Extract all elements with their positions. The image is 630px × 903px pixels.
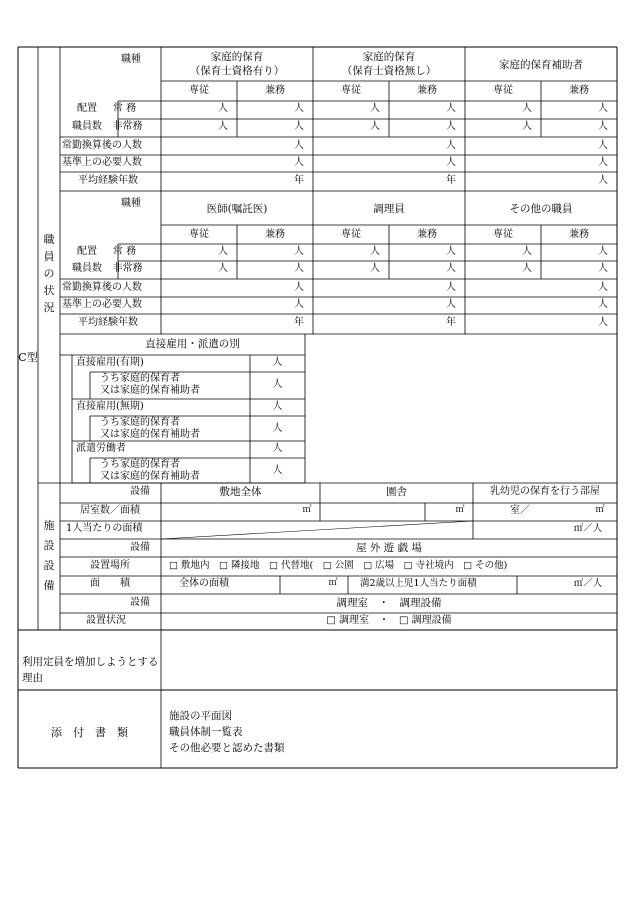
staff-a-hijokin-unit-3: 人	[446, 121, 456, 132]
staff-b-kind-2: その他の職員	[509, 203, 573, 215]
staff-a-kind-1-line1: 家庭的保育	[362, 51, 416, 63]
staff-b-heikin-unit-1: 年	[446, 317, 456, 328]
employment-row-1-unit: 人	[272, 379, 283, 390]
staff-a-col-head-2: 専従	[341, 85, 361, 96]
employment-row-5-unit: 人	[272, 465, 283, 476]
staff-section-label-char-4: 況	[43, 301, 55, 314]
staff-b-hijokin-unit-2: 人	[370, 263, 380, 274]
staff-a-jokin-unit-3: 人	[446, 103, 456, 114]
staff-a-kijun-label: 基準上の必要人数	[62, 157, 142, 168]
employment-row-3-line2: 又は家庭的保育補助者	[100, 429, 200, 440]
staff-a-kansan-unit-2: 人	[598, 140, 608, 151]
playground-total-area-unit: ㎡	[328, 578, 338, 588]
staff-b-hijokin-unit-0: 人	[218, 263, 228, 274]
staff-a-haichi-label: 配置	[77, 103, 97, 114]
attachment-item-1: 職員体制一覧表	[169, 726, 243, 738]
employment-row-4-label: 派遣労働者	[76, 443, 126, 454]
staff-b-hijokin-label: 非常務	[112, 263, 143, 274]
facility-col-heya: 乳幼児の保育を行う部屋	[490, 486, 600, 497]
staff-a-kansan-label: 常勤換算後の人数	[62, 140, 142, 151]
staff-b-kijun-unit-2: 人	[598, 299, 608, 310]
staff-a-heikin-label: 平均経験年数	[78, 175, 138, 186]
employment-row-5-line1: うち家庭的保育者	[100, 459, 180, 470]
cooking-status-label: 設置状況	[86, 615, 126, 626]
playground-over2-label: 満2歳以上児1人当たり面積	[360, 578, 477, 589]
staff-a-hijokin-unit-1: 人	[294, 121, 304, 132]
staff-a-shokuinsu-label: 職員数	[72, 121, 102, 132]
staff-b-kijun-label: 基準上の必要人数	[62, 299, 142, 310]
staff-b-hijokin-unit-4: 人	[522, 263, 532, 274]
employment-row-3-unit: 人	[272, 423, 283, 434]
grid-line-61	[161, 521, 473, 539]
staff-a-hijokin-unit-5: 人	[598, 121, 608, 132]
staff-section-label-char-3: 状	[43, 284, 55, 297]
staff-b-col-head-3: 兼務	[417, 229, 437, 240]
cooking-title: 調理室 ・ 調理設備	[336, 597, 442, 609]
facility-setsubi-label-1: 設備	[130, 486, 150, 497]
playground-over2-unit: ㎡／人	[573, 578, 603, 589]
staff-b-hijokin-unit-5: 人	[598, 263, 608, 274]
staff-b-kansan-unit-0: 人	[294, 282, 304, 293]
staff-b-heikin-unit-0: 年	[294, 317, 304, 328]
staff-a-hijokin-unit-0: 人	[218, 121, 228, 132]
staff-b-col-head-1: 兼務	[265, 229, 285, 240]
staff-b-col-head-5: 兼務	[569, 229, 589, 240]
employment-row-5-line2: 又は家庭的保育補助者	[100, 471, 200, 482]
staff-a-col-head-5: 兼務	[569, 85, 589, 96]
staff-b-kind-0: 医師(嘱託医)	[206, 203, 268, 215]
staff-b-hijokin-unit-1: 人	[294, 263, 304, 274]
staff-a-jokin-unit-0: 人	[218, 103, 228, 114]
employment-row-2-label: 直接雇用(無期)	[76, 401, 144, 412]
staff-a-kansan-unit-0: 人	[294, 140, 304, 151]
facility-heya-m2: ㎡	[595, 505, 605, 515]
staff-b-kijun-unit-0: 人	[294, 299, 304, 310]
cooking-status-options: □ 調理室 ・ □ 調理設備	[326, 615, 452, 626]
facility-per-person-unit: ㎡／人	[573, 523, 603, 534]
employment-row-3-line1: うち家庭的保育者	[100, 417, 180, 428]
staff-a-hijokin-unit-4: 人	[522, 121, 532, 132]
facility-section-label-char-0: 施	[43, 519, 55, 532]
playground-location-label: 設置場所	[90, 560, 130, 571]
staff-a-kijun-unit-2: 人	[598, 157, 608, 168]
facility-section-label-char-2: 設	[43, 559, 55, 572]
staff-a-kijun-unit-0: 人	[294, 157, 304, 168]
staff-a-kind-0-line2: （保育士資格有り）	[189, 65, 285, 77]
employment-row-0-label: 直接雇用(有期)	[76, 357, 144, 368]
facility-kyoshitsu-label: 居室数／面積	[80, 505, 140, 516]
staff-b-jokin-unit-0: 人	[218, 246, 228, 257]
staff-a-jokin-unit-4: 人	[522, 103, 532, 114]
facility-col-shikichi: 敷地全体	[219, 486, 262, 498]
staff-a-kind-2: 家庭的保育補助者	[499, 59, 583, 71]
staff-b-kansan-unit-1: 人	[446, 282, 456, 293]
staff-b-heikin-unit-2: 人	[598, 317, 608, 328]
staff-b-kijun-unit-1: 人	[446, 299, 456, 310]
facility-setsubi-label-3: 設備	[130, 597, 150, 608]
staff-b-jokin-unit-3: 人	[446, 246, 456, 257]
facility-setsubi-label-2: 設備	[130, 542, 150, 553]
staff-a-jokin-unit-1: 人	[294, 103, 304, 114]
staff-b-col-head-4: 専従	[493, 229, 513, 240]
attachment-item-0: 施設の平面図	[169, 710, 232, 722]
staff-b-hijokin-unit-3: 人	[446, 263, 456, 274]
facility-shikichi-m2: ㎡	[302, 505, 312, 515]
staff-b-jokin-unit-2: 人	[370, 246, 380, 257]
attachment-item-2: その他必要と認めた書類	[169, 742, 285, 754]
playground-area-label: 面 積	[90, 578, 130, 589]
employment-title: 直接雇用・派遣の別	[145, 338, 240, 350]
staff-b-col-head-0: 専従	[189, 229, 209, 240]
staff-a-jokin-unit-5: 人	[598, 103, 608, 114]
staff-a-col-head-3: 兼務	[417, 85, 437, 96]
playground-title: 屋 外 遊 戯 場	[356, 542, 422, 554]
staff-a-col-head-4: 専従	[493, 85, 513, 96]
employment-row-1-line2: 又は家庭的保育補助者	[100, 385, 200, 396]
section-c-type-label: C型	[18, 351, 38, 364]
facility-col-ensha: 園舎	[386, 486, 407, 498]
staff-a-kijun-unit-1: 人	[446, 157, 456, 168]
staff-a-kind-label: 職種	[121, 54, 141, 65]
staff-b-kind-1: 調理員	[373, 203, 405, 215]
facility-heya-room: 室／	[510, 505, 530, 516]
staff-a-jokin-label: 常 務	[112, 103, 137, 114]
staff-b-haichi-label: 配置	[77, 246, 97, 257]
staff-b-jokin-unit-5: 人	[598, 246, 608, 257]
staff-a-kind-0-line1: 家庭的保育	[210, 51, 264, 63]
staff-b-kind-label: 職種	[121, 198, 141, 209]
staff-b-col-head-2: 専従	[341, 229, 361, 240]
playground-total-area-label: 全体の面積	[179, 578, 229, 589]
staff-a-heikin-unit-1: 年	[446, 175, 456, 186]
staff-b-jokin-unit-4: 人	[522, 246, 532, 257]
staff-b-jokin-unit-1: 人	[294, 246, 304, 257]
facility-section-label-char-1: 設	[43, 539, 55, 552]
employment-row-2-unit: 人	[272, 401, 283, 412]
staff-a-heikin-unit-0: 年	[294, 175, 304, 186]
employment-row-1-line1: うち家庭的保育者	[100, 373, 180, 384]
employment-row-4-unit: 人	[272, 443, 283, 454]
staff-a-hijokin-unit-2: 人	[370, 121, 380, 132]
employment-row-0-unit: 人	[272, 357, 283, 368]
staff-section-label-char-1: 員	[43, 250, 55, 263]
staff-section-label-char-0: 職	[43, 233, 55, 246]
attachments-label: 添 付 書 類	[51, 726, 128, 739]
staff-a-col-head-0: 専従	[189, 85, 209, 96]
staff-b-jokin-label: 常 務	[112, 246, 137, 257]
staff-a-col-head-1: 兼務	[265, 85, 285, 96]
staff-b-kansan-unit-2: 人	[598, 282, 608, 293]
staff-a-jokin-unit-2: 人	[370, 103, 380, 114]
staff-b-shokuinsu-label: 職員数	[72, 263, 102, 274]
playground-location-options: □ 敷地内 □ 隣接地 □ 代替地( □ 公園 □ 広場 □ 寺社境内 □ その他)	[169, 560, 508, 571]
reason-label: 利用定員を増加しようとする理由	[22, 656, 159, 684]
staff-b-kansan-label: 常勤換算後の人数	[62, 282, 142, 293]
staff-a-hijokin-label: 非常務	[112, 121, 143, 132]
staff-a-kind-1-line2: （保育士資格無し）	[341, 65, 437, 77]
staff-b-heikin-label: 平均経験年数	[78, 317, 138, 328]
facility-per-person-label: 1人当たりの面積	[66, 523, 143, 534]
facility-ensha-m2: ㎡	[455, 505, 465, 515]
staff-a-kansan-unit-1: 人	[446, 140, 456, 151]
facility-section-label-char-3: 備	[43, 579, 55, 592]
staff-a-heikin-unit-2: 人	[598, 175, 608, 186]
staff-section-label-char-2: の	[43, 267, 55, 280]
